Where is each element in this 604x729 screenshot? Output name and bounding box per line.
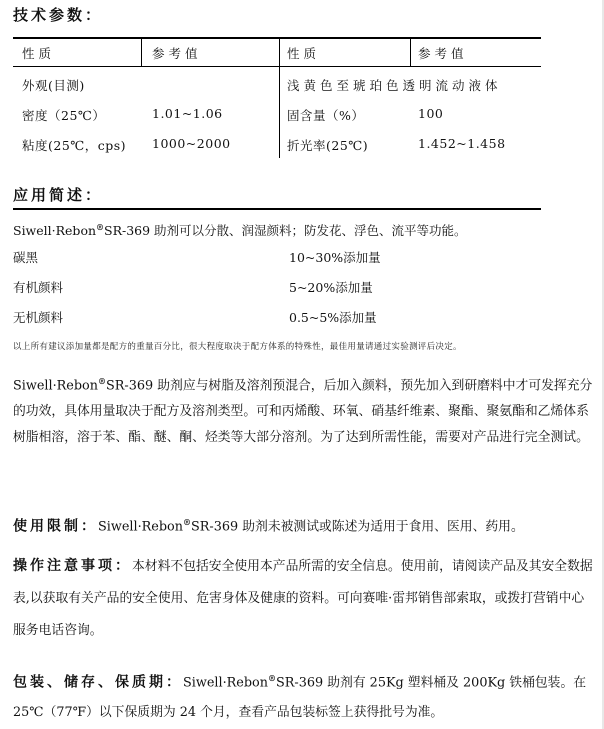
safety-paragraph [13, 550, 593, 647]
restriction-label: 使用限制： [13, 518, 98, 535]
restriction-paragraph [13, 509, 593, 540]
product-brand: Siwell·Rebon [183, 675, 268, 691]
table-cell-property: 折光率(25℃) [287, 138, 369, 153]
table-cell-value: 1.452~1.458 [418, 136, 506, 151]
registered-mark: ® [183, 517, 191, 527]
restriction-text: SR-369 助剂未被测试或陈述为适用于食用、医用、药用。 [191, 519, 524, 535]
table-cell-property: 固含量（%） [287, 108, 365, 123]
list-item-name: 无机颜料 [13, 310, 64, 325]
application-paragraph [13, 368, 593, 451]
table-cell-property: 浅黄色至琥珀色透明流动液体 [287, 78, 502, 93]
registered-mark: ® [268, 673, 276, 683]
application-paragraph-text: SR-369 助剂应与树脂及溶剂预混合，后加入颜料，预先加入到研磨料中才可发挥充分的功效，具体用量取决于配方及溶剂类型。可和丙烯酸、环氧、硝基纤维素、聚酯、聚氨酯和乙烯体系树脂相溶，溶于苯、酯、醚、酮、烃类等大部分溶剂。为了达到所需性能，需要对产品进行完全测试。 [13, 378, 593, 446]
registered-mark: ® [96, 221, 105, 232]
table-col-divider [410, 38, 411, 67]
list-item-name: 碳黑 [13, 250, 39, 265]
packaging-label: 包装、储存、保质期： [13, 674, 183, 691]
product-brand: Siwell·Rebon [13, 223, 97, 238]
application-rule [13, 208, 541, 210]
table-header-property: 性质 [287, 46, 321, 61]
table-header-value: 参考值 [418, 46, 468, 61]
list-item-amount: 10~30%添加量 [289, 250, 381, 265]
packaging-text: SR-369 助剂有 25Kg 塑料桶及 200Kg 铁桶包装。在 25℃（77℉）以下保质期为 24 个月，查看产品包装标签上获得批号为准。 [13, 675, 587, 721]
product-brand: Siwell·Rebon [98, 519, 183, 535]
tech-heading: 技术参数： [13, 6, 104, 24]
table-cell-property: 粘度(25℃，cps) [22, 138, 127, 153]
packaging-paragraph [13, 663, 593, 728]
safety-label: 操作注意事项： [13, 558, 132, 574]
application-intro [13, 221, 467, 239]
product-brand: Siwell·Rebon [13, 378, 98, 394]
safety-text: 本材料不包括安全使用本产品所需的安全信息。使用前，请阅读产品及其安全数据表,以获取有关产品的安全使用、危害身体及健康的资料。可向赛唯·雷邦销售部索取，或拨打营销中心服务电话咨询。 [13, 559, 593, 638]
table-cell-property: 密度（25℃） [22, 108, 106, 123]
dosage-note: 以上所有建议添加量都是配方的重量百分比，很大程度取决于配方体系的特殊性，最佳用量请通过实验测评后决定。 [13, 342, 462, 352]
application-heading: 应用简述： [13, 186, 104, 204]
table-cell-value: 100 [418, 106, 444, 121]
table-header-value: 参考值 [152, 46, 202, 61]
table-middle-divider [279, 38, 280, 158]
list-item-amount: 5~20%添加量 [289, 280, 373, 295]
application-intro-text: SR-369 助剂可以分散、润湿颜料；防发花、浮色、流平等功能。 [104, 223, 467, 238]
list-item-name: 有机颜料 [13, 280, 64, 295]
table-header-rule [13, 66, 541, 67]
table-cell-value: 1000~2000 [152, 136, 231, 151]
table-cell-property: 外观(目测) [22, 78, 85, 93]
registered-mark: ® [98, 376, 106, 386]
table-top-rule [13, 37, 541, 39]
table-col-divider [141, 38, 142, 67]
table-cell-value: 1.01~1.06 [152, 106, 223, 121]
list-item-amount: 0.5~5%添加量 [289, 310, 377, 325]
table-header-property: 性质 [22, 46, 56, 61]
